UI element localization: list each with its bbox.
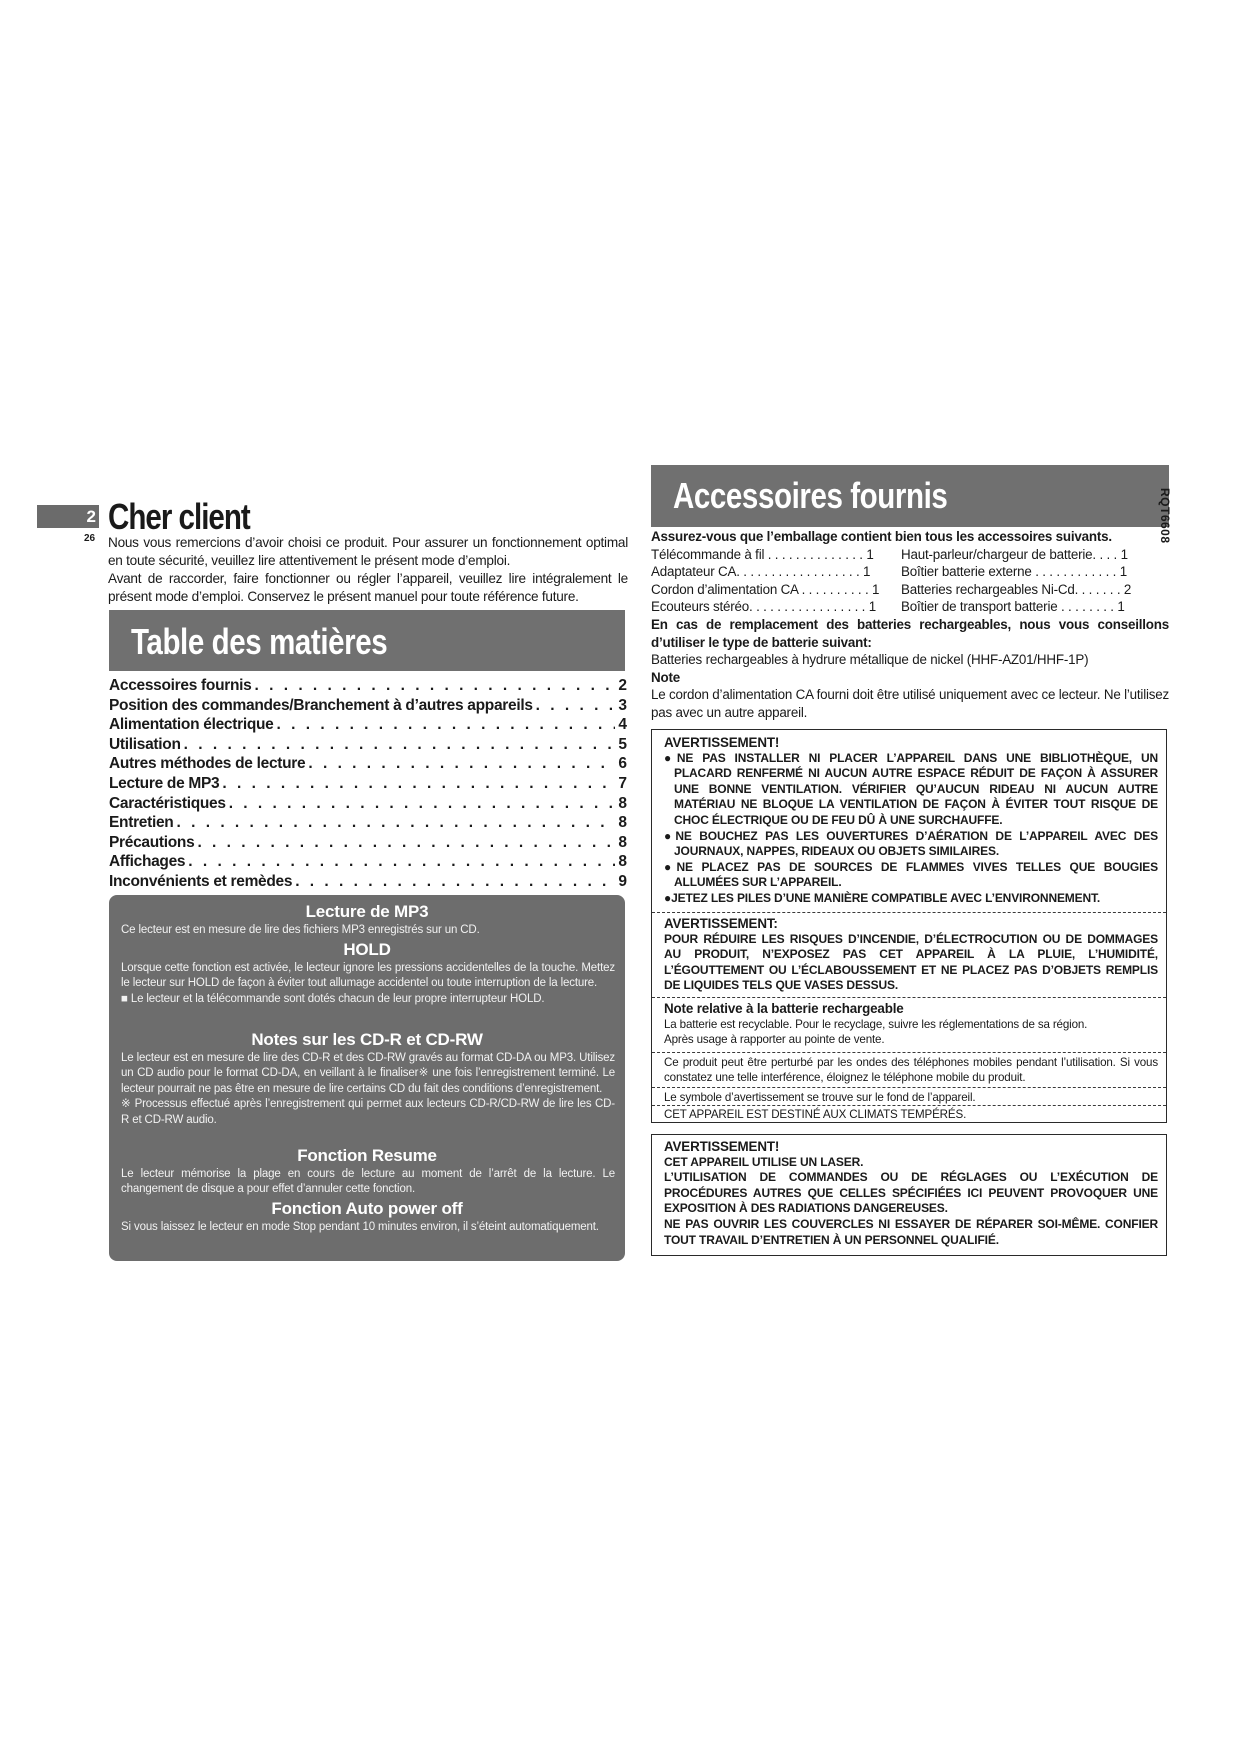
battery-advice: En cas de remplacement des batteries rechargeables, nous vous conseillons d’utiliser le type de batterie suivant: xyxy=(651,616,1169,650)
laser-warning-title: AVERTISSEMENT! xyxy=(664,1139,780,1154)
mp3-text: Ce lecteur est en mesure de lire des fichiers MP3 enregistrés sur un CD. xyxy=(121,924,480,936)
toc-item-position[interactable] xyxy=(109,696,627,716)
toc-item-utilisation[interactable] xyxy=(109,735,627,755)
cdr-text: Le lecteur est en mesure de lire des CD-R et des CD-RW gravés au format CD-DA ou MP3. Utilisez un CD audio pour le format CD-DA, en veillant à le finaliser※ une fois l’enregistrement terminé. Le lecteur pourrait ne pas être en mesure de lire certains CD du fait des conditions d’enregistrement. ※ Processus effectué après l’enregistrement qui permet aux lecteurs CD-R/CD-RW de lire les CD-R et CD-RW audio. xyxy=(121,1051,615,1128)
auto-power-off-heading: Fonction Auto power off xyxy=(271,1199,463,1218)
warning-ventilation xyxy=(664,735,1158,907)
accessories-section xyxy=(651,528,1169,722)
toc-item-accessoires[interactable] xyxy=(109,676,627,696)
toc-item-entretien[interactable] xyxy=(109,813,627,833)
warning-box xyxy=(651,729,1167,1123)
cdr-note: ※ Processus effectué après l’enregistrement qui permet aux lecteurs CD-R/CD-RW de lire les CD-R et CD-RW audio. xyxy=(121,1098,615,1126)
divider xyxy=(652,1105,1166,1106)
laser-line-2: L’UTILISATION DE COMMANDES OU DE RÉGLAGES OU L’EXÉCUTION DE PROCÉDURES AUTRES QUE CELLES SPÉCIFIÉES ICI PEUVENT PROVOQUER UNE EXPOSITION À DES RADIATIONS DANGEREUSES. xyxy=(664,1170,1158,1216)
climate-text: CET APPAREIL EST DESTINÉ AUX CLIMATS TEMPÉRÉS. xyxy=(664,1108,967,1121)
toc-item-inconvenients[interactable] xyxy=(109,872,627,892)
accessory-item: Boîtier de transport batterie . . . . . . . . 1 xyxy=(901,599,1125,615)
toc-item-page: 8 xyxy=(618,814,627,832)
mp3-heading: Lecture de MP3 xyxy=(305,902,429,921)
note-label: Note xyxy=(651,669,680,685)
document-code: RQT6608 xyxy=(1158,488,1172,544)
toc-item-precautions[interactable] xyxy=(109,833,627,853)
features-panel xyxy=(109,895,625,1261)
page-number-tab xyxy=(37,505,99,528)
divider xyxy=(652,997,1166,998)
toc-item-label: Position des commandes/Branchement à d’autres appareils xyxy=(109,696,533,714)
accessories-banner xyxy=(651,465,1169,527)
toc-item-page: 3 xyxy=(618,696,627,714)
toc-item-page: 6 xyxy=(618,755,627,773)
toc-item-affichages[interactable] xyxy=(109,852,627,872)
toc-item-label: Autres méthodes de lecture xyxy=(109,755,306,773)
accessories-title: Accessoires fournis xyxy=(673,475,948,516)
toc-item-page: 8 xyxy=(618,794,627,812)
toc-title: Table des matières xyxy=(131,621,388,662)
accessory-item: Cordon d’alimentation CA . . . . . . . . . . 1 xyxy=(651,581,880,597)
divider xyxy=(652,1052,1166,1053)
toc-item-page: 8 xyxy=(618,833,627,851)
accessory-item: Boîtier batterie externe . . . . . . . . . . . . 1 xyxy=(901,564,1127,580)
note-text: Le cordon d’alimentation CA fourni doit être utilisé uniquement avec ce lecteur. Ne l’utilisez pas avec un autre appareil. xyxy=(651,687,1169,720)
toc-item-label: Entretien xyxy=(109,814,174,832)
toc-item-label: Affichages xyxy=(109,853,186,871)
warning-bullet: ●NE PLACEZ PAS DE SOURCES DE FLAMMES VIVES TELLES QUE BOUGIES ALLUMÉES SUR L’APPAREIL. xyxy=(664,859,1158,890)
laser-line-1: CET APPAREIL UTILISE UN LASER. xyxy=(664,1154,864,1169)
warning-title: AVERTISSEMENT! xyxy=(664,735,780,750)
phone-interference-text: Ce produit peut être perturbé par les ondes des téléphones mobiles pendant l’utilisation. Si vous constatez une telle interférence, éloignez le téléphone mobile du produit. xyxy=(664,1056,1158,1084)
laser-warning xyxy=(664,1139,1158,1248)
divider xyxy=(652,1087,1166,1088)
warning-title: AVERTISSEMENT: xyxy=(664,916,778,931)
accessory-item: Batteries rechargeables Ni-Cd. . . . . . . 2 xyxy=(901,581,1132,597)
toc-item-label: Inconvénients et remèdes xyxy=(109,872,293,890)
toc-item-caracteristiques[interactable] xyxy=(109,794,627,814)
accessory-item: Télécommande à fil . . . . . . . . . . . . . . 1 xyxy=(651,546,874,562)
battery-note-title: Note relative à la batterie rechargeable xyxy=(664,1001,904,1016)
battery-note-text-1: La batterie est recyclable. Pour le recyclage, suivre les réglementations de sa région. xyxy=(664,1017,1088,1031)
warning-moisture-text: POUR RÉDUIRE LES RISQUES D’INCENDIE, D’ÉLECTROCUTION OU DE DOMMAGES AU PRODUIT, N’EXPOSEZ PAS CET APPAREIL À LA PLUIE, L’HUMIDITÉ, L’ÉGOUTTEMENT OU L’ÉCLABOUSSEMENT ET NE PLACEZ PAS D’OBJETS REMPLIS DE LIQUIDES TELS QUE VASES DESSUS. xyxy=(664,931,1158,993)
intro-paragraph-1: Nous vous remercions d’avoir choisi ce produit. Pour assurer un fonctionnement optimal en toute sécurité, veuillez lire attentivement le présent mode d’emploi. xyxy=(108,535,628,568)
toc-item-page: 2 xyxy=(618,677,627,694)
warning-bullet: ●NE BOUCHEZ PAS LES OUVERTURES D’AÉRATION DE L’APPAREIL AVEC DES JOURNAUX, NAPPES, RIDEAUX OU OBJETS SIMILAIRES. xyxy=(664,828,1158,859)
toc-item-alimentation[interactable] xyxy=(109,715,627,735)
hold-heading: HOLD xyxy=(343,940,391,959)
warning-moisture xyxy=(664,916,1158,994)
warning-bullet: ●JETEZ LES PILES D’UNE MANIÈRE COMPATIBLE AVEC L’ENVIRONNEMENT. xyxy=(664,890,1101,905)
toc-item-page: 4 xyxy=(618,716,627,734)
toc-item-label: Accessoires fournis xyxy=(109,677,252,694)
hold-note: ■ Le lecteur et la télécommande sont dotés chacun de leur propre interrupteur HOLD. xyxy=(121,992,545,1005)
page-sub-number: 26 xyxy=(84,533,96,544)
battery-note-text-2: Après usage à rapporter au pointe de vente. xyxy=(664,1032,885,1046)
cher-client-intro xyxy=(108,534,628,606)
toc-item-label: Utilisation xyxy=(109,735,181,753)
cher-client-title: Cher client xyxy=(108,496,250,537)
resume-heading: Fonction Resume xyxy=(297,1146,437,1165)
toc-item-page: 9 xyxy=(618,872,627,890)
auto-power-off-text: Si vous laissez le lecteur en mode Stop pendant 10 minutes environ, il s’éteint automatiquement. xyxy=(121,1221,599,1233)
page-number: 2 xyxy=(86,507,96,526)
accessory-item: Haut-parleur/chargeur de batterie. . . . 1 xyxy=(901,546,1128,562)
toc-item-autres-methodes[interactable] xyxy=(109,754,627,774)
hold-text: Lorsque cette fonction est activée, le lecteur ignore les pressions accidentelles de la touche. Mettez le lecteur sur HOLD de façon à éviter tout allumage accidentel ou toute interruption de la lecture. ■ Le lecteur et la télécommande sont dotés chacun de leur propre interrupteur HOLD. xyxy=(121,961,615,1007)
battery-type: Batteries rechargeables à hydrure métallique de nickel (HHF-AZ01/HHF-1P) xyxy=(651,652,1089,668)
toc-banner xyxy=(109,610,625,671)
symbol-location-text: Le symbole d’avertissement se trouve sur le fond de l’appareil. xyxy=(664,1091,976,1104)
toc-item-label: Alimentation électrique xyxy=(109,716,274,734)
toc-item-lecture-mp3[interactable] xyxy=(109,774,627,794)
accessory-item: Adaptateur CA. . . . . . . . . . . . . . . . . . 1 xyxy=(651,564,871,580)
warning-bullet: ●NE PAS INSTALLER NI PLACER L’APPAREIL DANS UNE BIBLIOTHÈQUE, UN PLACARD RENFERMÉ NI AUCUN AUTRE ESPACE RÉDUIT DE FAÇON À ASSURER UNE BONNE VENTILATION. VÉRIFIER QU’AUCUN RIDEAU NI AUCUN AUTRE MATÉRIAU NE BLOQUE LA VENTILATION DE FAÇON À ÉVITER TOUT RISQUE DE CHOC ÉLECTRIQUE OU DE FEU DÛ À UNE SURCHAUFFE. xyxy=(664,750,1158,827)
accessory-item: Ecouteurs stéréo. . . . . . . . . . . . . . . . . 1 xyxy=(651,599,876,615)
battery-note xyxy=(664,1001,1158,1047)
accessories-intro: Assurez-vous que l’emballage contient bien tous les accessoires suivants. xyxy=(651,529,1112,544)
accessories-list xyxy=(651,546,1169,616)
toc-item-page: 5 xyxy=(618,735,627,753)
toc-item-label: Caractéristiques xyxy=(109,794,226,812)
laser-warning-box xyxy=(651,1134,1167,1256)
toc-item-page: 7 xyxy=(618,774,627,792)
toc-item-label: Lecture de MP3 xyxy=(109,774,220,792)
toc-item-label: Précautions xyxy=(109,833,195,851)
resume-text: Le lecteur mémorise la plage en cours de lecture au moment de l’arrêt de la lecture. Le changement de disque a pour effet d’annuler cette fonction. xyxy=(121,1168,615,1196)
divider xyxy=(652,912,1166,913)
intro-paragraph-2: Avant de raccorder, faire fonctionner ou régler l’appareil, veuillez lire intégralement le présent mode d’emploi. Conservez le présent manuel pour toute référence future. xyxy=(108,571,628,604)
laser-line-3: NE PAS OUVRIR LES COUVERCLES NI ESSAYER DE RÉPARER SOI-MÊME. CONFIER TOUT TRAVAIL D’ENTRETIEN À UN PERSONNEL QUALIFIÉ. xyxy=(664,1216,1158,1247)
cdr-heading: Notes sur les CD-R et CD-RW xyxy=(251,1030,483,1049)
toc-item-page: 8 xyxy=(618,853,627,871)
table-of-contents xyxy=(109,676,627,892)
